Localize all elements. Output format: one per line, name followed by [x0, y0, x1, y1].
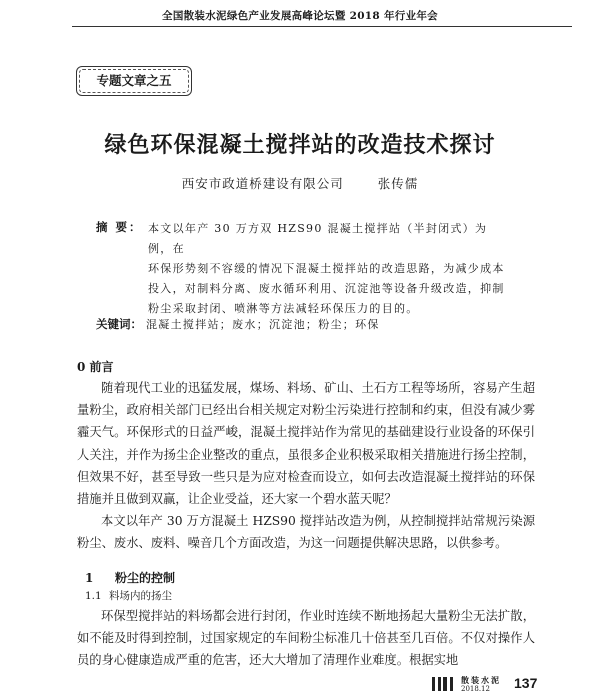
abstract-label: 摘 要：	[96, 220, 143, 234]
paragraph: 环保型搅拌站的料场都会进行封闭，作业时连续不断地扬起大量粉尘无法扩散，如不能及时得到控制，过国家规定的车间粉尘标准几十倍甚至几百倍。不仅对操作人员的身心健康造成严重的危害，还大大增加了清理作业难度。根据实地	[77, 609, 535, 668]
intro-body	[77, 377, 535, 555]
paragraph: 本文以年产 30 万方混凝土 HZS90 搅拌站改造为例，从控制搅拌站常规污染源粉尘、废水、废料、噪音几个方面改造，为这一问题提供解决思路，以供参考。	[77, 514, 535, 551]
section-heading-dust	[85, 569, 175, 586]
affiliation: 西安市政道桥建设有限公司	[181, 176, 344, 191]
article-title: 绿色环保混凝土搅拌站的改造技术探讨	[104, 132, 496, 158]
abstract-text	[148, 219, 506, 319]
author-line	[60, 174, 540, 192]
column-tag-label: 专题文章之五	[79, 69, 189, 93]
subsection-number: 1.1	[85, 590, 102, 602]
abstract-line: 粉尘采取封闭、喷淋等方法减轻环保压力的目的。	[148, 302, 419, 315]
column-tag	[76, 66, 192, 96]
header-rule	[72, 26, 572, 27]
section-heading-intro: 0 前言	[77, 360, 114, 374]
page-number: 137	[514, 675, 538, 691]
abstract-line: 投入，对制料分离、废水循环利用、沉淀池等设备升级改造，抑制	[148, 282, 505, 295]
keywords-text: 混凝土搅拌站；废水；沉淀池；粉尘；环保	[146, 318, 380, 331]
running-header: 全国散装水泥绿色产业发展高峰论坛暨 2018 年行业年会	[162, 10, 438, 22]
barcode-mark	[432, 677, 456, 691]
subsection-title: 料场内的扬尘	[109, 590, 172, 602]
abstract-line: 本文以年产 30 万方双 HZS90 混凝土搅拌站（半封闭式）为例，在	[148, 222, 488, 255]
section-number: 1	[85, 571, 94, 585]
yard-body	[77, 605, 535, 672]
author-name: 张传儒	[377, 176, 419, 191]
paragraph: 随着现代工业的迅猛发展，煤场、料场、矿山、土石方工程等场所，容易产生超量粉尘，政府相关部门已经出台相关规定对粉尘污染进行控制和约束，但没有减少雾霾天气。环保形式的日益严峻，混凝土搅拌站作为常见的基础建设行业设备的环保引人关注，并作为扬尘企业整改的重点，虽很多企业积极采取相关措施进行扬尘控制，但效果不好，甚至导致一些只是为应对检查而设立，如何去改造混凝土搅拌站的环保措施并且做到双赢，让企业受益，还大家一个碧水蓝天呢？	[77, 381, 535, 507]
subsection-heading-yard	[85, 588, 172, 603]
journal-name: 散装水泥	[461, 675, 501, 685]
keywords-label: 关键词：	[96, 317, 142, 331]
abstract-line: 环保形势刻不容缓的情况下混凝土搅拌站的改造思路，为减少成本	[148, 262, 505, 275]
section-title: 粉尘的控制	[115, 571, 176, 585]
issue-date: 2018.12	[461, 685, 490, 693]
